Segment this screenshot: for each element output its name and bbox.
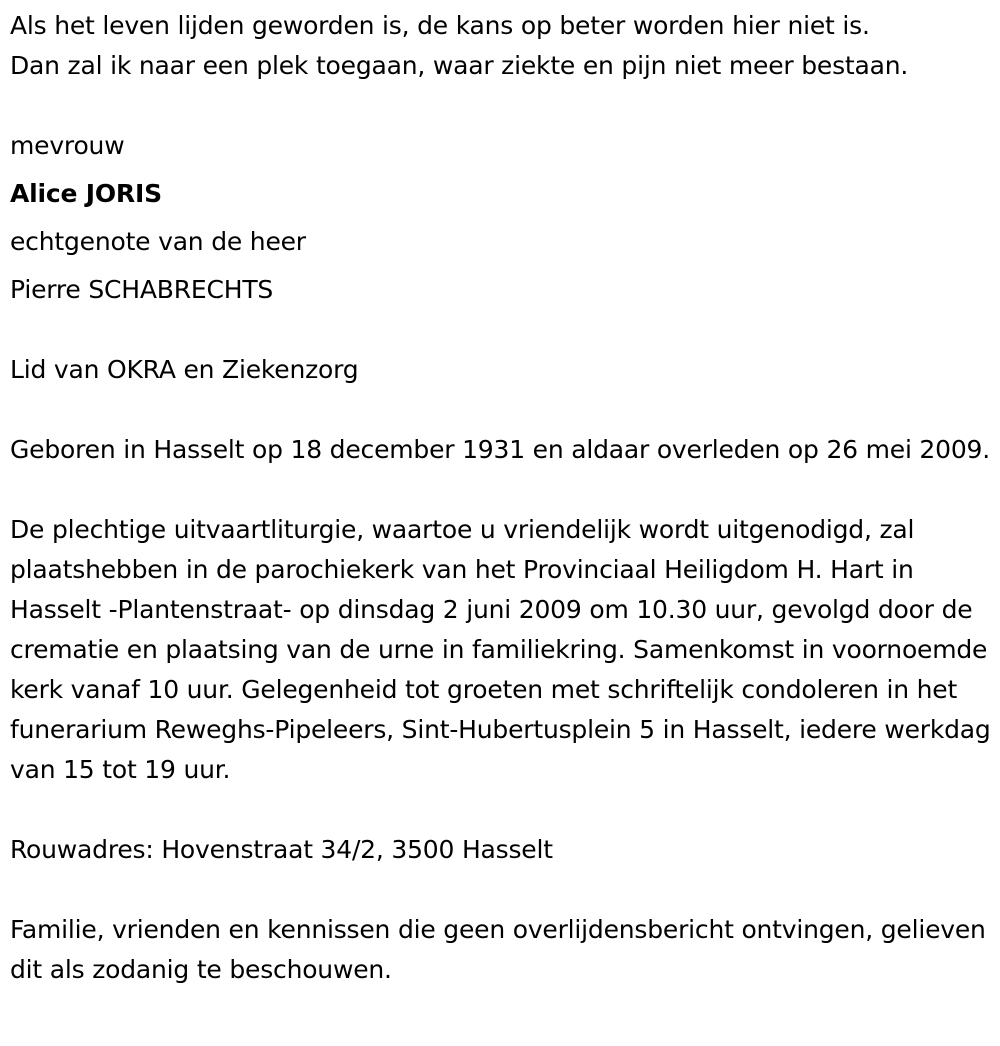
- deceased-title: mevrouw: [10, 131, 125, 160]
- spacer: [10, 86, 994, 126]
- verse-line-1: Als het leven lijden geworden is, de kans op beter worden hier niet is.: [10, 11, 870, 40]
- membership-text: Lid van OKRA en Ziekenzorg: [10, 355, 359, 384]
- spouse-name: Pierre SCHABRECHTS: [10, 275, 274, 304]
- spacer: [10, 470, 994, 510]
- spacer: [10, 166, 994, 174]
- spacer: [10, 214, 994, 222]
- mourning-address: Rouwadres: Hovenstraat 34/2, 3500 Hasselt: [10, 835, 553, 864]
- verse-line-2: Dan zal ik naar een plek toegaan, waar ziekte en pijn niet meer bestaan.: [10, 51, 909, 80]
- spacer: [10, 310, 994, 350]
- spacer: [10, 790, 994, 830]
- spacer: [10, 390, 994, 430]
- spacer: [10, 262, 994, 270]
- relation-text: echtgenote van de heer: [10, 227, 306, 256]
- closing-text: Familie, vrienden en kennissen die geen overlijdensbericht ontvingen, gelieven dit als zodanig te beschouwen.: [10, 915, 986, 984]
- birth-death-text: Geboren in Hasselt op 18 december 1931 en aldaar overleden op 26 mei 2009.: [10, 435, 990, 464]
- spacer: [10, 870, 994, 910]
- obituary-notice: [10, 6, 994, 990]
- deceased-name: Alice JORIS: [10, 179, 162, 208]
- ceremony-text: De plechtige uitvaartliturgie, waartoe u vriendelijk wordt uitgenodigd, zal plaatshebben in de parochiekerk van het Provinciaal Heiligdom H. Hart in Hasselt -Plantenstraat- op dinsdag 2 juni 2009 om 10.30 uur, gevolgd door de crematie en plaatsing van de urne in familiekring. Samenkomst in voornoemde kerk vanaf 10 uur. Gelegenheid tot groeten met schriftelijk condoleren in het funerarium Reweghs-Pipeleers, Sint-Hubertusplein 5 in Hasselt, iedere werkdag van 15 tot 19 uur.: [10, 515, 991, 784]
- verse: [10, 6, 994, 86]
